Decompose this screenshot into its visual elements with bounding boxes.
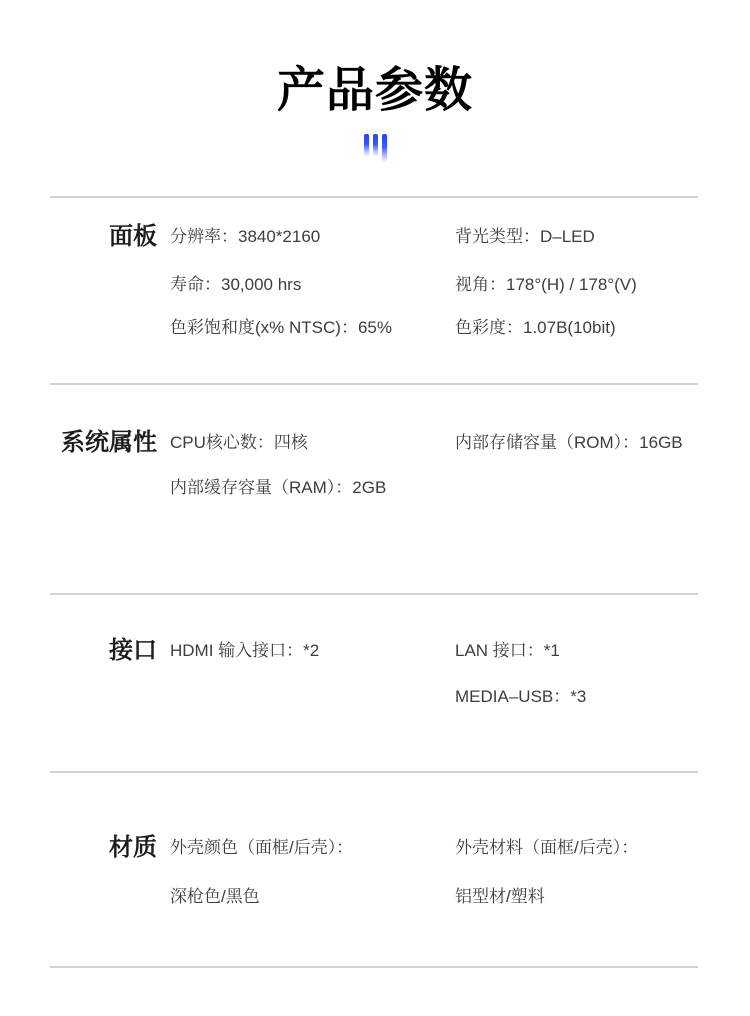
- section-label-material: 材质: [109, 834, 157, 861]
- spec-cpu-cores: CPU核心数：四核: [170, 433, 308, 452]
- spec-hdmi-ports: HDMI 输入接口：*2: [170, 641, 320, 660]
- spec-shell-material-label: 外壳材料（面框/后壳）：: [455, 838, 639, 857]
- spec-resolution: 分辨率：3840*2160: [170, 227, 321, 246]
- spec-lifespan: 寿命：30,000 hrs: [170, 275, 302, 294]
- page-title: 产品参数: [276, 64, 473, 117]
- triple-bars-icon: [0, 134, 750, 166]
- divider: [50, 593, 698, 595]
- bar-icon: [373, 134, 378, 157]
- divider: [50, 771, 698, 773]
- spec-shell-material-value: 铝型材/塑料: [455, 887, 545, 906]
- spec-color-depth: 色彩度：1.07B(10bit): [455, 318, 616, 337]
- section-label-system: 系统属性: [61, 429, 157, 456]
- divider: [50, 383, 698, 385]
- divider: [50, 196, 698, 198]
- section-label-panel: 面板: [109, 223, 157, 250]
- spec-viewing-angle: 视角：178°(H) / 178°(V): [455, 275, 637, 294]
- spec-shell-color-label: 外壳颜色（面框/后壳）：: [170, 838, 354, 857]
- section-label-ports: 接口: [109, 637, 157, 664]
- spec-ram: 内部缓存容量（RAM）：2GB: [170, 478, 387, 497]
- spec-rom: 内部存储容量（ROM）：16GB: [455, 433, 683, 452]
- bar-icon: [364, 134, 369, 157]
- spec-color-saturation: 色彩饱和度(x% NTSC)：65%: [170, 318, 392, 337]
- spec-lan-ports: LAN 接口：*1: [455, 641, 560, 660]
- bar-icon: [382, 134, 387, 163]
- divider: [50, 966, 698, 968]
- spec-backlight-type: 背光类型：D–LED: [455, 227, 595, 246]
- spec-shell-color-value: 深枪色/黑色: [170, 887, 260, 906]
- spec-media-usb-ports: MEDIA–USB：*3: [455, 687, 587, 706]
